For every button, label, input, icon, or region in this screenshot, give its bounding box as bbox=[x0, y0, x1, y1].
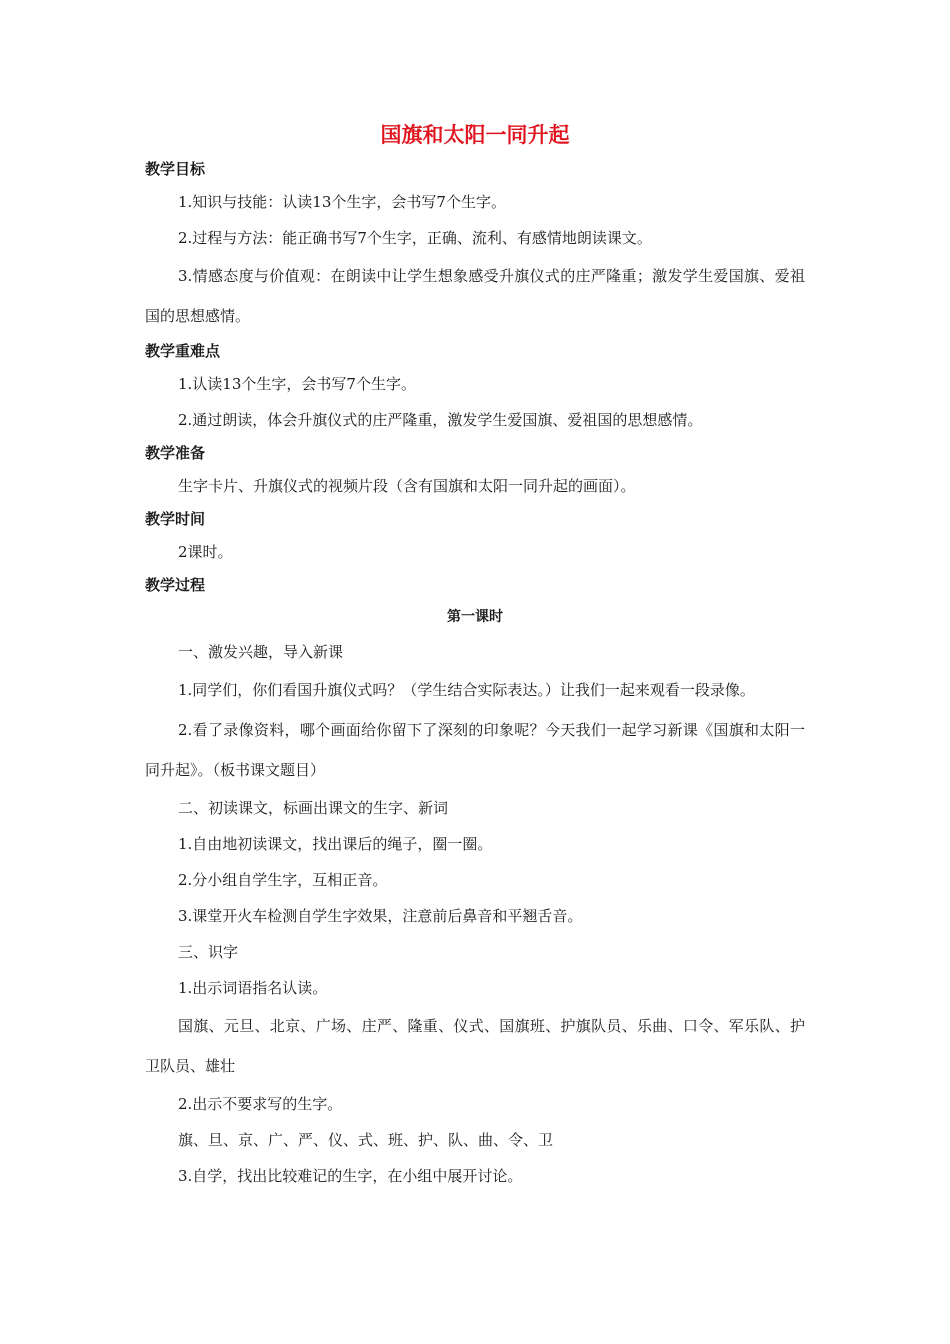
time-text: 2课时。 bbox=[178, 543, 233, 561]
objective-item: 2.过程与方法：能正确书写7个生字，正确、流利、有感情地朗读课文。 bbox=[178, 229, 652, 247]
document-page bbox=[145, 118, 805, 1194]
vocabulary-list: 国旗、元旦、北京、广场、庄严、隆重、仪式、国旗班、护旗队员、乐曲、口令、军乐队、护卫队员、雄壮 bbox=[145, 1017, 805, 1075]
process-line: 2.分小组自学生字，互相正音。 bbox=[178, 871, 388, 889]
process-line: 3.自学，找出比较难记的生字，在小组中展开讨论。 bbox=[178, 1167, 523, 1185]
section-heading-preparation: 教学准备 bbox=[145, 444, 206, 462]
process-line: 2.看了录像资料，哪个画面给你留下了深刻的印象呢？今天我们一起学习新课《国旗和太阳一同升起》。（板书课文题目） bbox=[145, 721, 805, 779]
process-line: 3.课堂开火车检测自学生字效果，注意前后鼻音和平翘舌音。 bbox=[178, 907, 583, 925]
section-heading-process: 教学过程 bbox=[145, 576, 206, 594]
process-line: 一、激发兴趣，导入新课 bbox=[178, 643, 344, 661]
character-list: 旗、旦、京、广、严、仪、式、班、护、队、曲、令、卫 bbox=[178, 1131, 554, 1149]
process-line: 2.出示不要求写的生字。 bbox=[178, 1095, 343, 1113]
document-title: 国旗和太阳一同升起 bbox=[380, 123, 570, 147]
key-point-item: 1.认读13个生字，会书写7个生字。 bbox=[178, 375, 416, 393]
key-point-item: 2.通过朗读，体会升旗仪式的庄严隆重，激发学生爱国旗、爱祖国的思想感情。 bbox=[178, 411, 703, 429]
process-line: 1.出示词语指名认读。 bbox=[178, 979, 328, 997]
section-heading-objectives: 教学目标 bbox=[145, 160, 206, 178]
objective-item: 3.情感态度与价值观：在朗读中让学生想象感受升旗仪式的庄严隆重；激发学生爱国旗、爱祖国的思想感情。 bbox=[145, 267, 805, 325]
process-line: 1.同学们，你们看国升旗仪式吗？（学生结合实际表达。）让我们一起来观看一段录像。 bbox=[178, 681, 755, 699]
process-line: 二、初读课文，标画出课文的生字、新词 bbox=[178, 799, 449, 817]
process-line: 三、识字 bbox=[178, 943, 239, 961]
lesson-title: 第一课时 bbox=[447, 609, 503, 625]
section-heading-time: 教学时间 bbox=[145, 510, 206, 528]
section-heading-key-points: 教学重难点 bbox=[145, 342, 221, 360]
objective-item: 1.知识与技能：认读13个生字，会书写7个生字。 bbox=[178, 193, 506, 211]
preparation-text: 生字卡片、升旗仪式的视频片段（含有国旗和太阳一同升起的画面）。 bbox=[178, 477, 636, 495]
process-line: 1.自由地初读课文，找出课后的绳子，圈一圈。 bbox=[178, 835, 493, 853]
